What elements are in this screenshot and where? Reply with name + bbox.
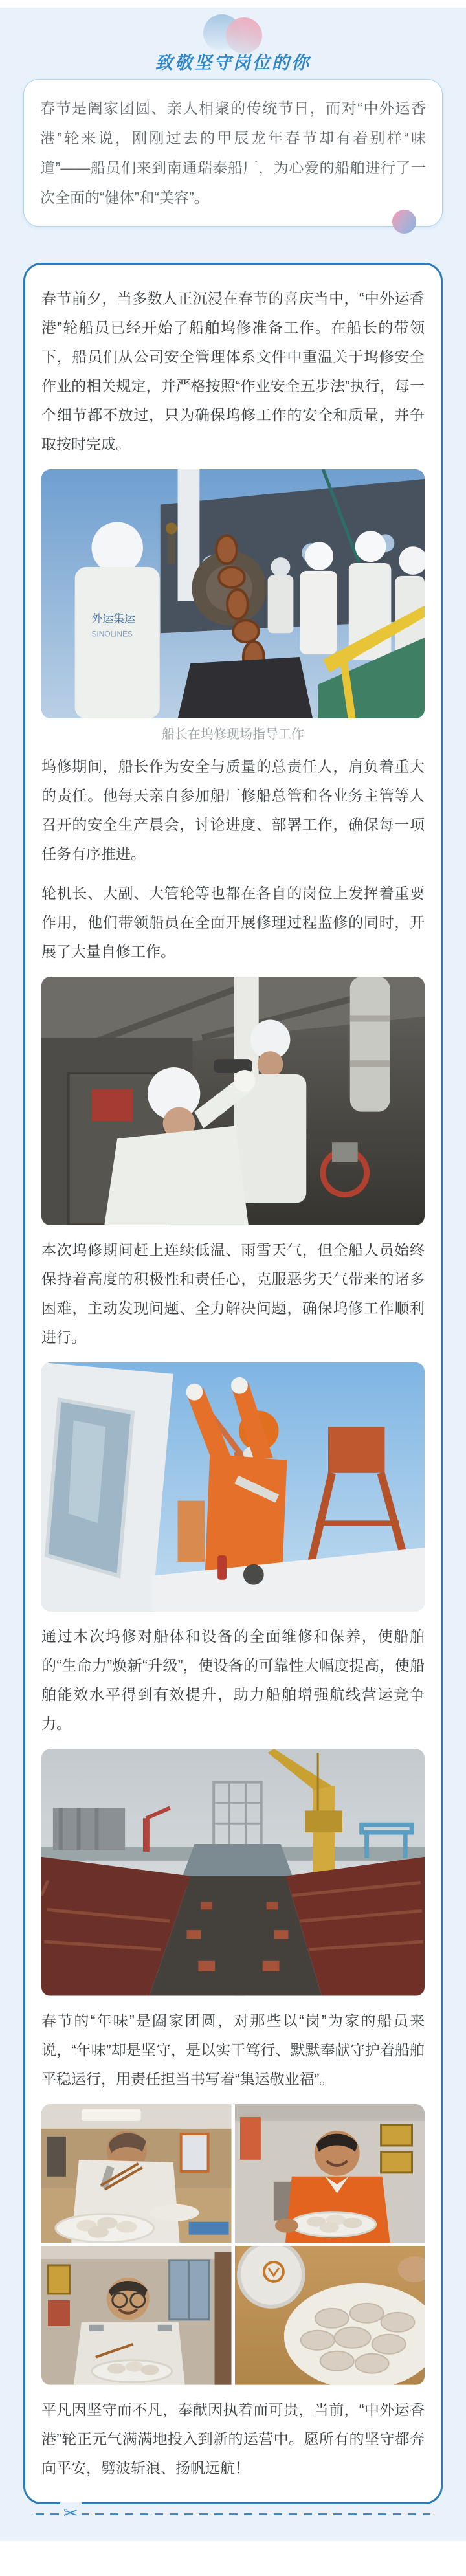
scissors-icon: ✂	[60, 2502, 82, 2524]
photo-deck-chain-inspection[interactable]	[41, 469, 425, 718]
photo-superstructure-work[interactable]	[41, 1362, 425, 1612]
article-paragraph: 春节前夕，当多数人正沉浸在春节的喜庆当中，“中外运香港”轮船员已经开始了船舶坞修准备工作。在船长的带领下，船员们从公司安全管理体系文件中重温关于坞修安全作业的相关规定，并严格按照“作业安全五步法”执行，每一个细节都不放过，只为确保坞修工作的安全和质量，并争取按时完成。	[41, 290, 425, 452]
jacket-text-en: SINOLINES	[91, 629, 133, 639]
decor-gradient-dot	[392, 210, 416, 234]
cut-divider	[36, 2503, 430, 2523]
top-white-strip	[0, 0, 466, 8]
article-paragraph: 轮机长、大副、大管轮等也都在各自的岗位上发挥着重要作用，他们带领船员在全面开展修理过程监修的同时，开展了大量自修工作。	[41, 885, 425, 960]
intro-card	[23, 79, 443, 227]
photo-crew-eating-dumplings[interactable]	[41, 2104, 232, 2243]
article-paragraph: 春节的“年味”是阖家团圆，对那些以“岗”为家的船员来说，“年味”却是坚守，是以实干笃行、默默奉献守护着船舶平稳运行，用责任担当书写着“集运敬业福”。	[41, 2012, 425, 2087]
article-paragraph: 坞修期间，船长作为安全与质量的总责任人，肩负着重大的责任。他每天亲自参加船厂修船总管和各业务主管等人召开的安全生产晨会，讨论进度、部署工作，确保每一项任务有序推进。	[41, 758, 425, 863]
photo-dumplings-closeup[interactable]	[235, 2246, 425, 2385]
photo-crew-glasses-with-plate[interactable]	[41, 2246, 232, 2385]
article-paragraph: 平凡因坚守而不凡，奉献因执着而可贵，当前，“中外运香港”轮正元气满满地投入到新的运营中。愿所有的坚守都奔向平安，劈波斩浪、扬帆远航！	[41, 2401, 425, 2476]
article-paragraph: 本次坞修期间赶上连续低温、雨雪天气，但全船人员始终保持着高度的积极性和责任心，克服恶劣天气带来的诸多困难，主动发现问题、全力解决问题，确保坞修工作顺利进行。	[41, 1241, 425, 1346]
intro-text: 春节是阖家团圆、亲人相聚的传统节日，而对“中外运香港”轮来说，刚刚过去的甲辰龙年春节却有着别样“味道”——船员们来到南通瑞泰船厂，为心爱的船舶进行了一次全面的“健体”和“美容”。	[40, 100, 426, 206]
article-header	[0, 8, 466, 75]
photo-crew-orange-with-plate[interactable]	[235, 2104, 425, 2243]
photo-ship-in-drydock[interactable]	[41, 1749, 425, 1995]
photo-caption: 船长在坞修现场指导工作	[162, 727, 304, 742]
jacket-text-cn: 外运集运	[91, 612, 135, 625]
page-title: 致敬坚守岗位的你	[155, 53, 311, 72]
article-page	[0, 8, 466, 2541]
photo-grid-dumplings	[41, 2104, 425, 2385]
article-paragraph: 通过本次坞修对船体和设备的全面维修和保养，使船舶的“生命力”焕新“升级”，使设备的可靠性大幅度提高，使船舶能效水平得到有效提升，助力船舶增强航线营运竞争力。	[41, 1628, 425, 1733]
photo-engine-room-repair[interactable]	[41, 977, 425, 1225]
article-card	[23, 263, 443, 2504]
